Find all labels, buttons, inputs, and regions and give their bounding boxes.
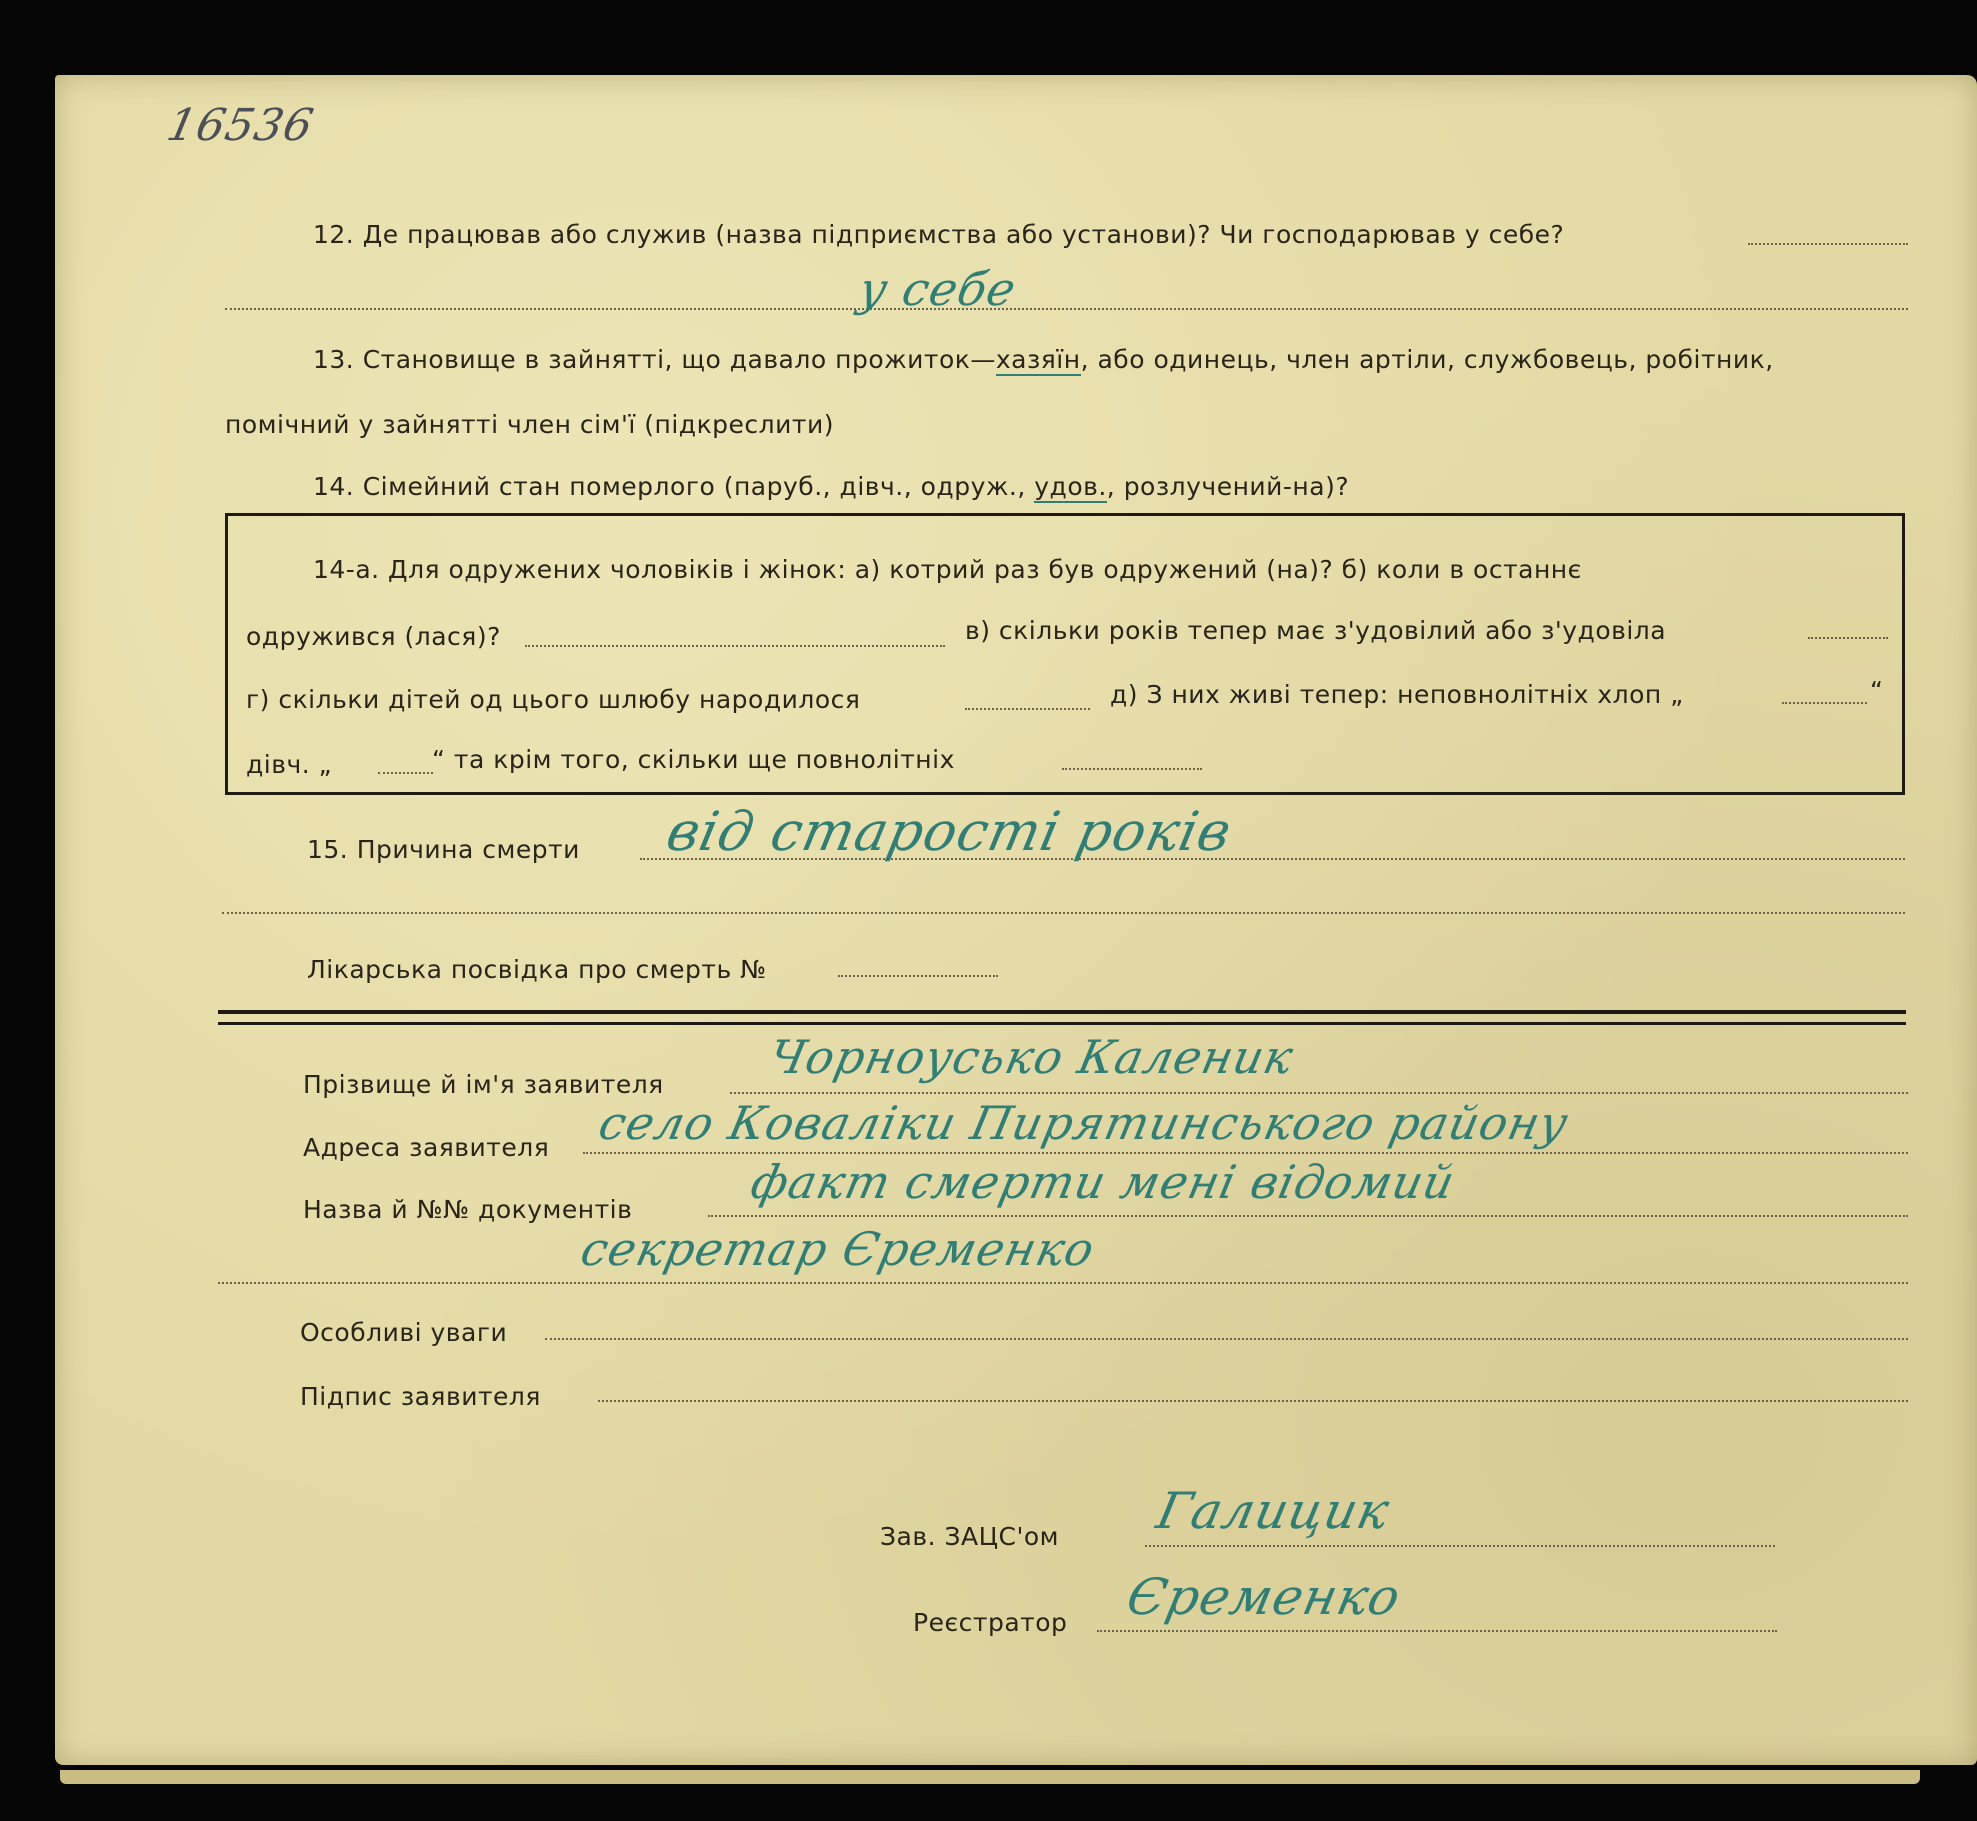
q15-dotline-2 <box>222 912 1905 914</box>
q13-prefix: 13. Становище в зайнятті, що давало прожиток— <box>313 345 996 374</box>
zags-head-dotline <box>1145 1545 1775 1547</box>
zags-head-signature: Галицик <box>1151 1482 1396 1540</box>
applicant-docs-value-line1: факт смерти мені відомий <box>746 1155 1461 1209</box>
applicant-name-label: Прізвище й ім'я заявителя <box>303 1070 664 1099</box>
applicant-address-value: село Коваліки Пирятинського району <box>594 1096 1574 1150</box>
q14-suffix: , розлучений-на)? <box>1106 472 1350 501</box>
applicant-address-label: Адреса заявителя <box>303 1133 550 1162</box>
separator-rule-2 <box>218 1022 1906 1025</box>
applicant-address-dotline <box>583 1152 1908 1154</box>
archive-number: 16536 <box>162 100 319 151</box>
q14a-line3b: д) З них живі тепер: неповнолітніх хлоп „ <box>1110 680 1684 709</box>
q14a-dotline-6 <box>1062 768 1202 770</box>
q14a-dotline-1 <box>525 645 945 647</box>
q14a-line3c: “ <box>1870 676 1884 705</box>
medical-cert-label: Лікарська посвідка про смерть № <box>307 955 767 984</box>
q12-answer: у себе <box>854 262 1022 316</box>
registrar-signature: Єременко <box>1121 1568 1406 1626</box>
q15-answer: від старості років <box>661 800 1238 863</box>
q14a-line2b: в) скільки років тепер має з'удовілий або з'удовіла <box>965 616 1667 645</box>
q15-label: 15. Причина смерти <box>307 835 580 864</box>
q14a-line3a: г) скільки дітей од цього шлюбу народилося <box>246 685 861 714</box>
q12-text: 12. Де працював або служив (назва підприємства або установи)? Чи господарював у себе? <box>313 220 1565 249</box>
registrar-label: Реєстратор <box>913 1608 1068 1637</box>
q14a-dotline-5 <box>378 772 433 774</box>
q14-selected-option: удов. <box>1034 472 1107 501</box>
applicant-docs-dotline-1 <box>708 1215 1908 1217</box>
signature-dotline <box>598 1400 1908 1402</box>
q14a-dotline-2 <box>1808 637 1888 639</box>
notes-label: Особливі уваги <box>300 1318 508 1347</box>
applicant-name-dotline <box>730 1092 1908 1094</box>
q14a-line2a: одружився (лася)? <box>246 622 501 651</box>
q14a-dotline-3 <box>965 708 1090 710</box>
q14a-dotline-4 <box>1782 702 1867 704</box>
signature-label: Підпис заявителя <box>300 1382 541 1411</box>
q14a-line4a: дівч. „ <box>246 750 333 779</box>
zags-head-label: Зав. ЗАЦС'ом <box>880 1522 1059 1551</box>
separator-rule-1 <box>218 1010 1906 1014</box>
q14a-line4b: “ та крім того, скільки ще повнолітніх <box>432 745 955 774</box>
applicant-docs-label: Назва й №№ документів <box>303 1195 633 1224</box>
notes-dotline <box>545 1338 1908 1340</box>
q14a-line1: 14-а. Для одружених чоловіків і жінок: а) котрий раз був одружений (на)? б) коли в останнє <box>313 555 1582 584</box>
q13-selected-option: хазяїн <box>995 345 1081 374</box>
document-sheet <box>55 75 1977 1765</box>
q13-line1 <box>313 345 1774 374</box>
q12-dotline-1 <box>1748 243 1908 245</box>
q14-line <box>313 472 1349 501</box>
sheet-edge <box>60 1770 1920 1784</box>
applicant-docs-dotline-2 <box>218 1282 1908 1284</box>
applicant-name-value: Чорноусько Каленик <box>764 1030 1299 1084</box>
q13-line2: помічний у зайнятті член сім'ї (підкреслити) <box>225 410 834 439</box>
q13-suffix: , або одинець, член артіли, службовець, робітник, <box>1080 345 1774 374</box>
applicant-docs-value-line2: секретар Єременко <box>576 1222 1100 1276</box>
medical-cert-dotline <box>838 975 998 977</box>
q12-dotline-2 <box>225 308 1908 310</box>
q14-prefix: 14. Сімейний стан померлого (паруб., дівч., одруж., <box>313 472 1026 501</box>
registrar-dotline <box>1097 1630 1777 1632</box>
